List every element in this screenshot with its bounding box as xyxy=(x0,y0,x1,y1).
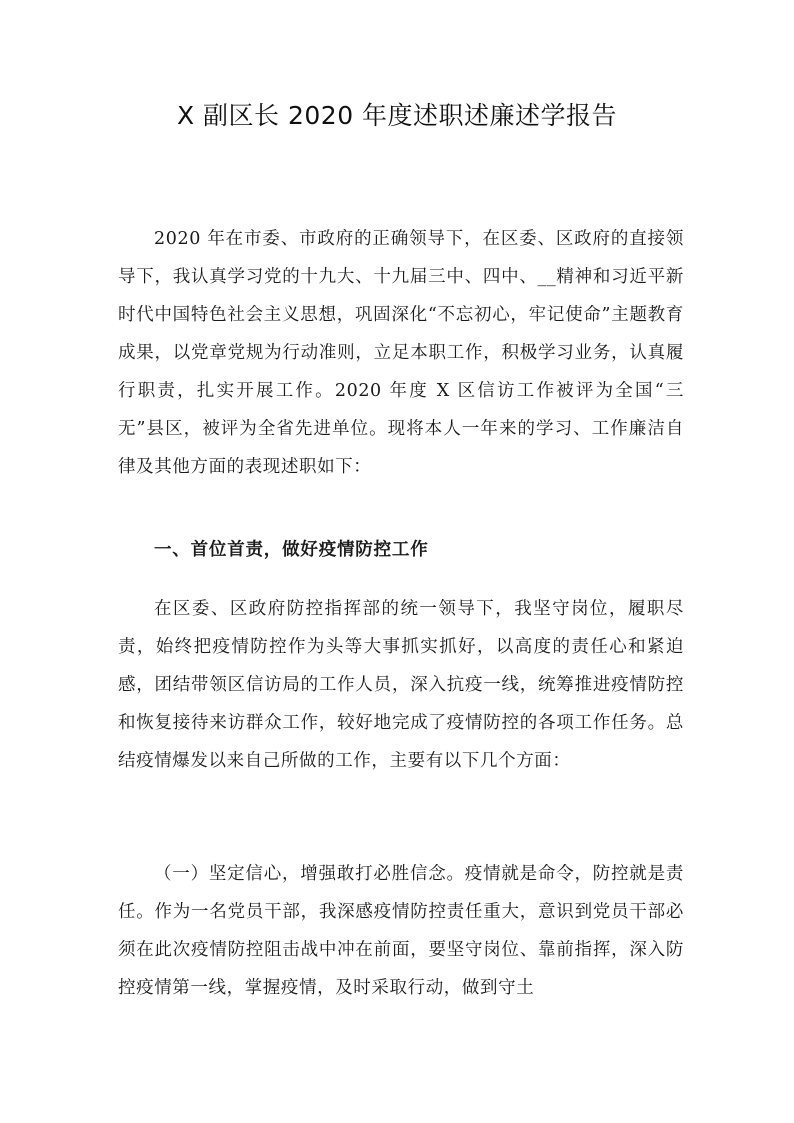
section-heading: 一、首位首责，做好疫情防控工作 xyxy=(154,540,429,560)
document-title: X 副区长 2020 年度述职述廉述学报告 xyxy=(176,101,618,130)
paragraph-subsection-1: （一）坚定信心，增强敢打必胜信念。疫情就是命令，防控就是责任。作为一名党员干部，我深感疫情防控责任重大，意识到党员干部必须在此次疫情防控阻击战中冲在前面，要坚守岗位、靠前指挥，深入防控疫情第一线，掌握疫情，及时采取行动，做到守土 xyxy=(118,864,684,998)
paragraph-intro: 2020 年在市委、市政府的正确领导下，在区委、区政府的直接领导下，我认真学习党的十九大、十九届三中、四中、__精神和习近平新时代中国特色社会主义思想，巩固深化“不忘初心，牢记使命”主题教育成果，以党章党规为行动准则，立足本职工作，积极学习业务，认真履行职责，扎实开展工作。2020 年度 X 区信访工作被评为全国“三无”县区，被评为全省先进单位。现将本人一年来的学习、工作廉洁自律及其他方面的表现述职如下： xyxy=(118,229,684,477)
paragraph-section-1: 在区委、区政府防控指挥部的统一领导下，我坚守岗位，履职尽责，始终把疫情防控作为头等大事抓实抓好，以高度的责任心和紧迫感，团结带领区信访局的工作人员，深入抗疫一线，统筹推进疫情防控和恢复接待来访群众工作，较好地完成了疫情防控的各项工作任务。总结疫情爆发以来自己所做的工作，主要有以下几个方面： xyxy=(118,599,684,771)
